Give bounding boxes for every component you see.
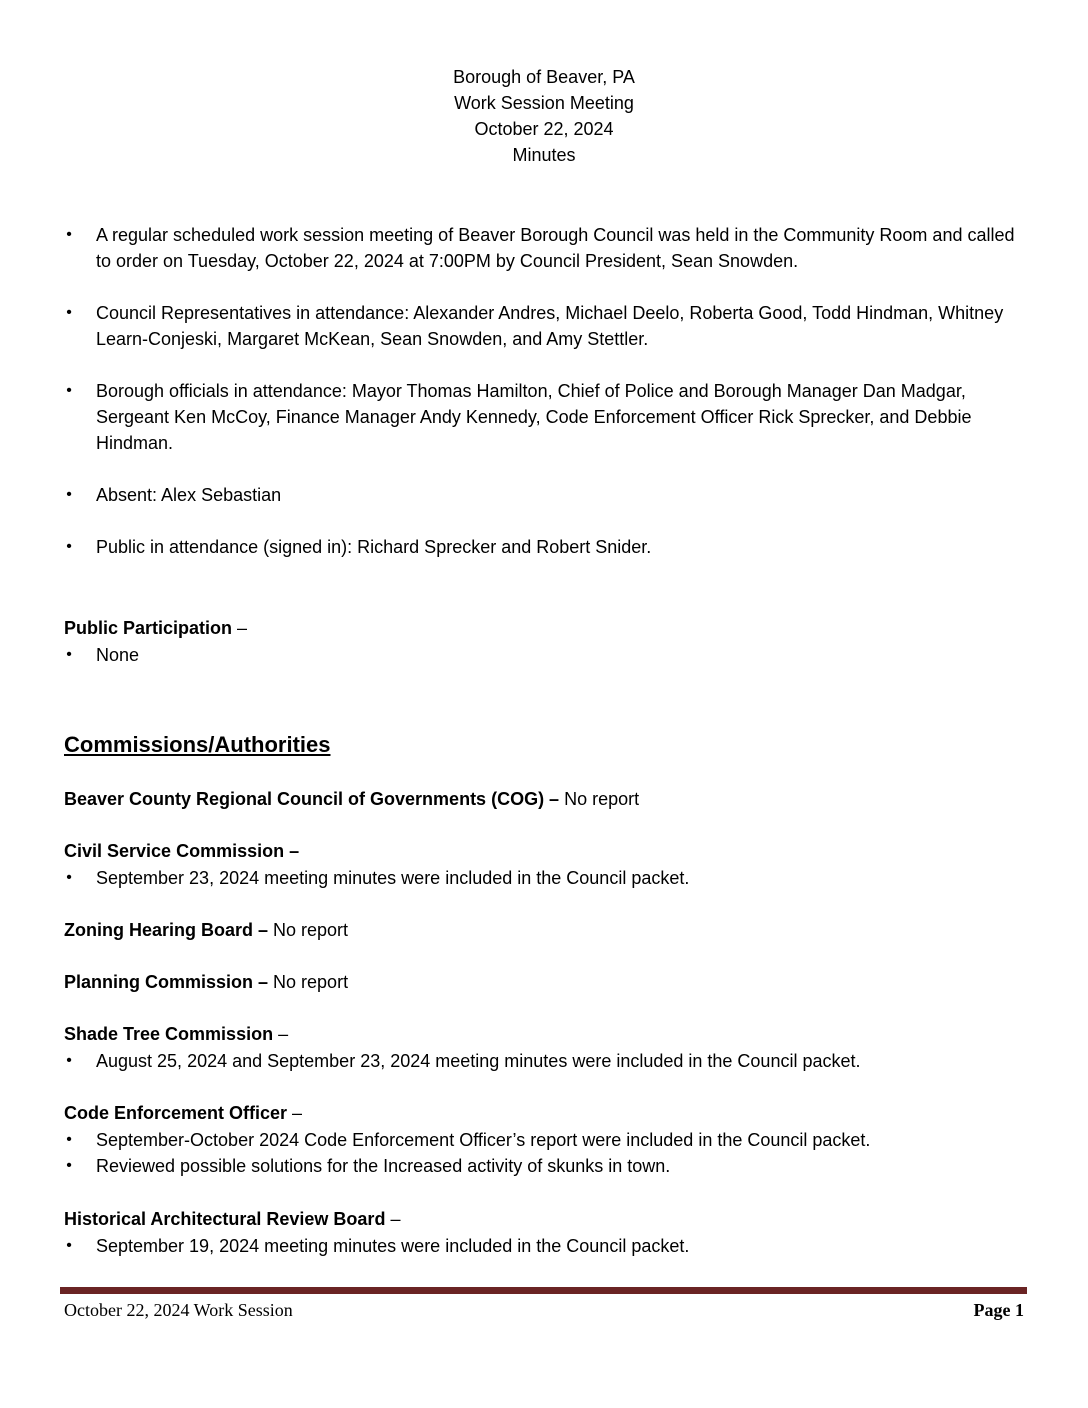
cog-section — [64, 786, 1044, 812]
list-item-text: August 25, 2024 and September 23, 2024 meeting minutes were included in the Council packet. — [96, 1051, 861, 1071]
list-item-text: Borough officials in attendance: Mayor Thomas Hamilton, Chief of Police and Borough Manager Dan Madgar, Sergeant Ken McCoy, Finance Manager Andy Kennedy, Code Enforcement Officer Rick Sprecker, and Debbie Hindman. — [96, 381, 972, 453]
bullet-icon: • — [66, 1237, 72, 1254]
section-suffix: – — [287, 1103, 303, 1123]
bullet-icon: • — [66, 226, 72, 243]
shade-tree-section — [64, 1021, 1044, 1074]
section-suffix: – — [273, 1024, 289, 1044]
header-doc-type: Minutes — [512, 145, 576, 165]
bullet-icon: • — [66, 382, 72, 399]
list-item — [64, 1153, 1044, 1179]
page-footer — [64, 1298, 1024, 1322]
section-suffix: – — [385, 1209, 401, 1229]
list-item-text: None — [96, 645, 140, 665]
bullet-icon: • — [66, 538, 72, 555]
section-suffix: – — [232, 618, 248, 638]
document-header — [0, 64, 1088, 168]
list-item — [64, 865, 1044, 891]
header-date: October 22, 2024 — [474, 119, 614, 139]
bullet-icon: • — [66, 1131, 72, 1148]
section-label: Code Enforcement Officer — [64, 1103, 288, 1123]
bullet-icon: • — [66, 304, 72, 321]
bullet-icon: • — [66, 1052, 72, 1069]
section-label: Planning Commission – — [64, 972, 269, 992]
section-label: Historical Architectural Review Board — [64, 1209, 386, 1229]
page-number: Page 1 — [973, 1300, 1024, 1320]
footer-divider — [60, 1287, 1027, 1294]
section-label: Shade Tree Commission — [64, 1024, 274, 1044]
bullet-icon: • — [66, 1157, 72, 1174]
section-suffix: No report — [559, 789, 640, 809]
list-item — [64, 534, 1024, 560]
list-item — [64, 1127, 1044, 1153]
list-item-text: Public in attendance (signed in): Richard Sprecker and Robert Snider. — [96, 537, 652, 557]
header-meeting-type: Work Session Meeting — [454, 93, 634, 113]
commissions-heading: Commissions/Authorities — [64, 732, 331, 757]
section-label: Civil Service Commission – — [64, 841, 300, 861]
list-item-text: Reviewed possible solutions for the Increased activity of skunks in town. — [96, 1156, 671, 1176]
footer-title: October 22, 2024 Work Session — [64, 1300, 293, 1320]
list-item-text: September 19, 2024 meeting minutes were included in the Council packet. — [96, 1236, 690, 1256]
list-item-text: September-October 2024 Code Enforcement Officer’s report were included in the Council packet. — [96, 1130, 871, 1150]
zoning-section — [64, 917, 1044, 943]
attendance-list — [64, 222, 1024, 560]
list-item — [64, 1048, 1044, 1074]
bullet-icon: • — [66, 646, 72, 663]
list-item-text: September 23, 2024 meeting minutes were included in the Council packet. — [96, 868, 690, 888]
section-suffix: No report — [268, 920, 349, 940]
section-label: Zoning Hearing Board – — [64, 920, 269, 940]
list-item-text: A regular scheduled work session meeting of Beaver Borough Council was held in the Community Room and called to order on Tuesday, October 22, 2024 at 7:00PM by Council President, Sean Snowden. — [96, 225, 1015, 271]
public-participation-section — [64, 615, 1044, 668]
header-borough: Borough of Beaver, PA — [453, 67, 635, 87]
planning-section — [64, 969, 1044, 995]
list-item — [64, 482, 1024, 508]
section-label: Public Participation — [64, 618, 233, 638]
list-item — [64, 1233, 1044, 1259]
list-item — [64, 300, 1024, 352]
code-enforcement-section — [64, 1100, 1044, 1179]
civil-service-section — [64, 838, 1044, 891]
list-item — [64, 642, 1044, 668]
section-label: Beaver County Regional Council of Governments (COG) – — [64, 789, 560, 809]
bullet-icon: • — [66, 869, 72, 886]
list-item — [64, 222, 1024, 274]
list-item-text: Council Representatives in attendance: Alexander Andres, Michael Deelo, Roberta Good, Todd Hindman, Whitney Learn-Conjeski, Margaret McKean, Sean Snowden, and Amy Stettler. — [96, 303, 1004, 349]
list-item — [64, 378, 1024, 456]
section-suffix: No report — [268, 972, 349, 992]
harb-section — [64, 1206, 1044, 1259]
bullet-icon: • — [66, 486, 72, 503]
list-item-text: Absent: Alex Sebastian — [96, 485, 282, 505]
